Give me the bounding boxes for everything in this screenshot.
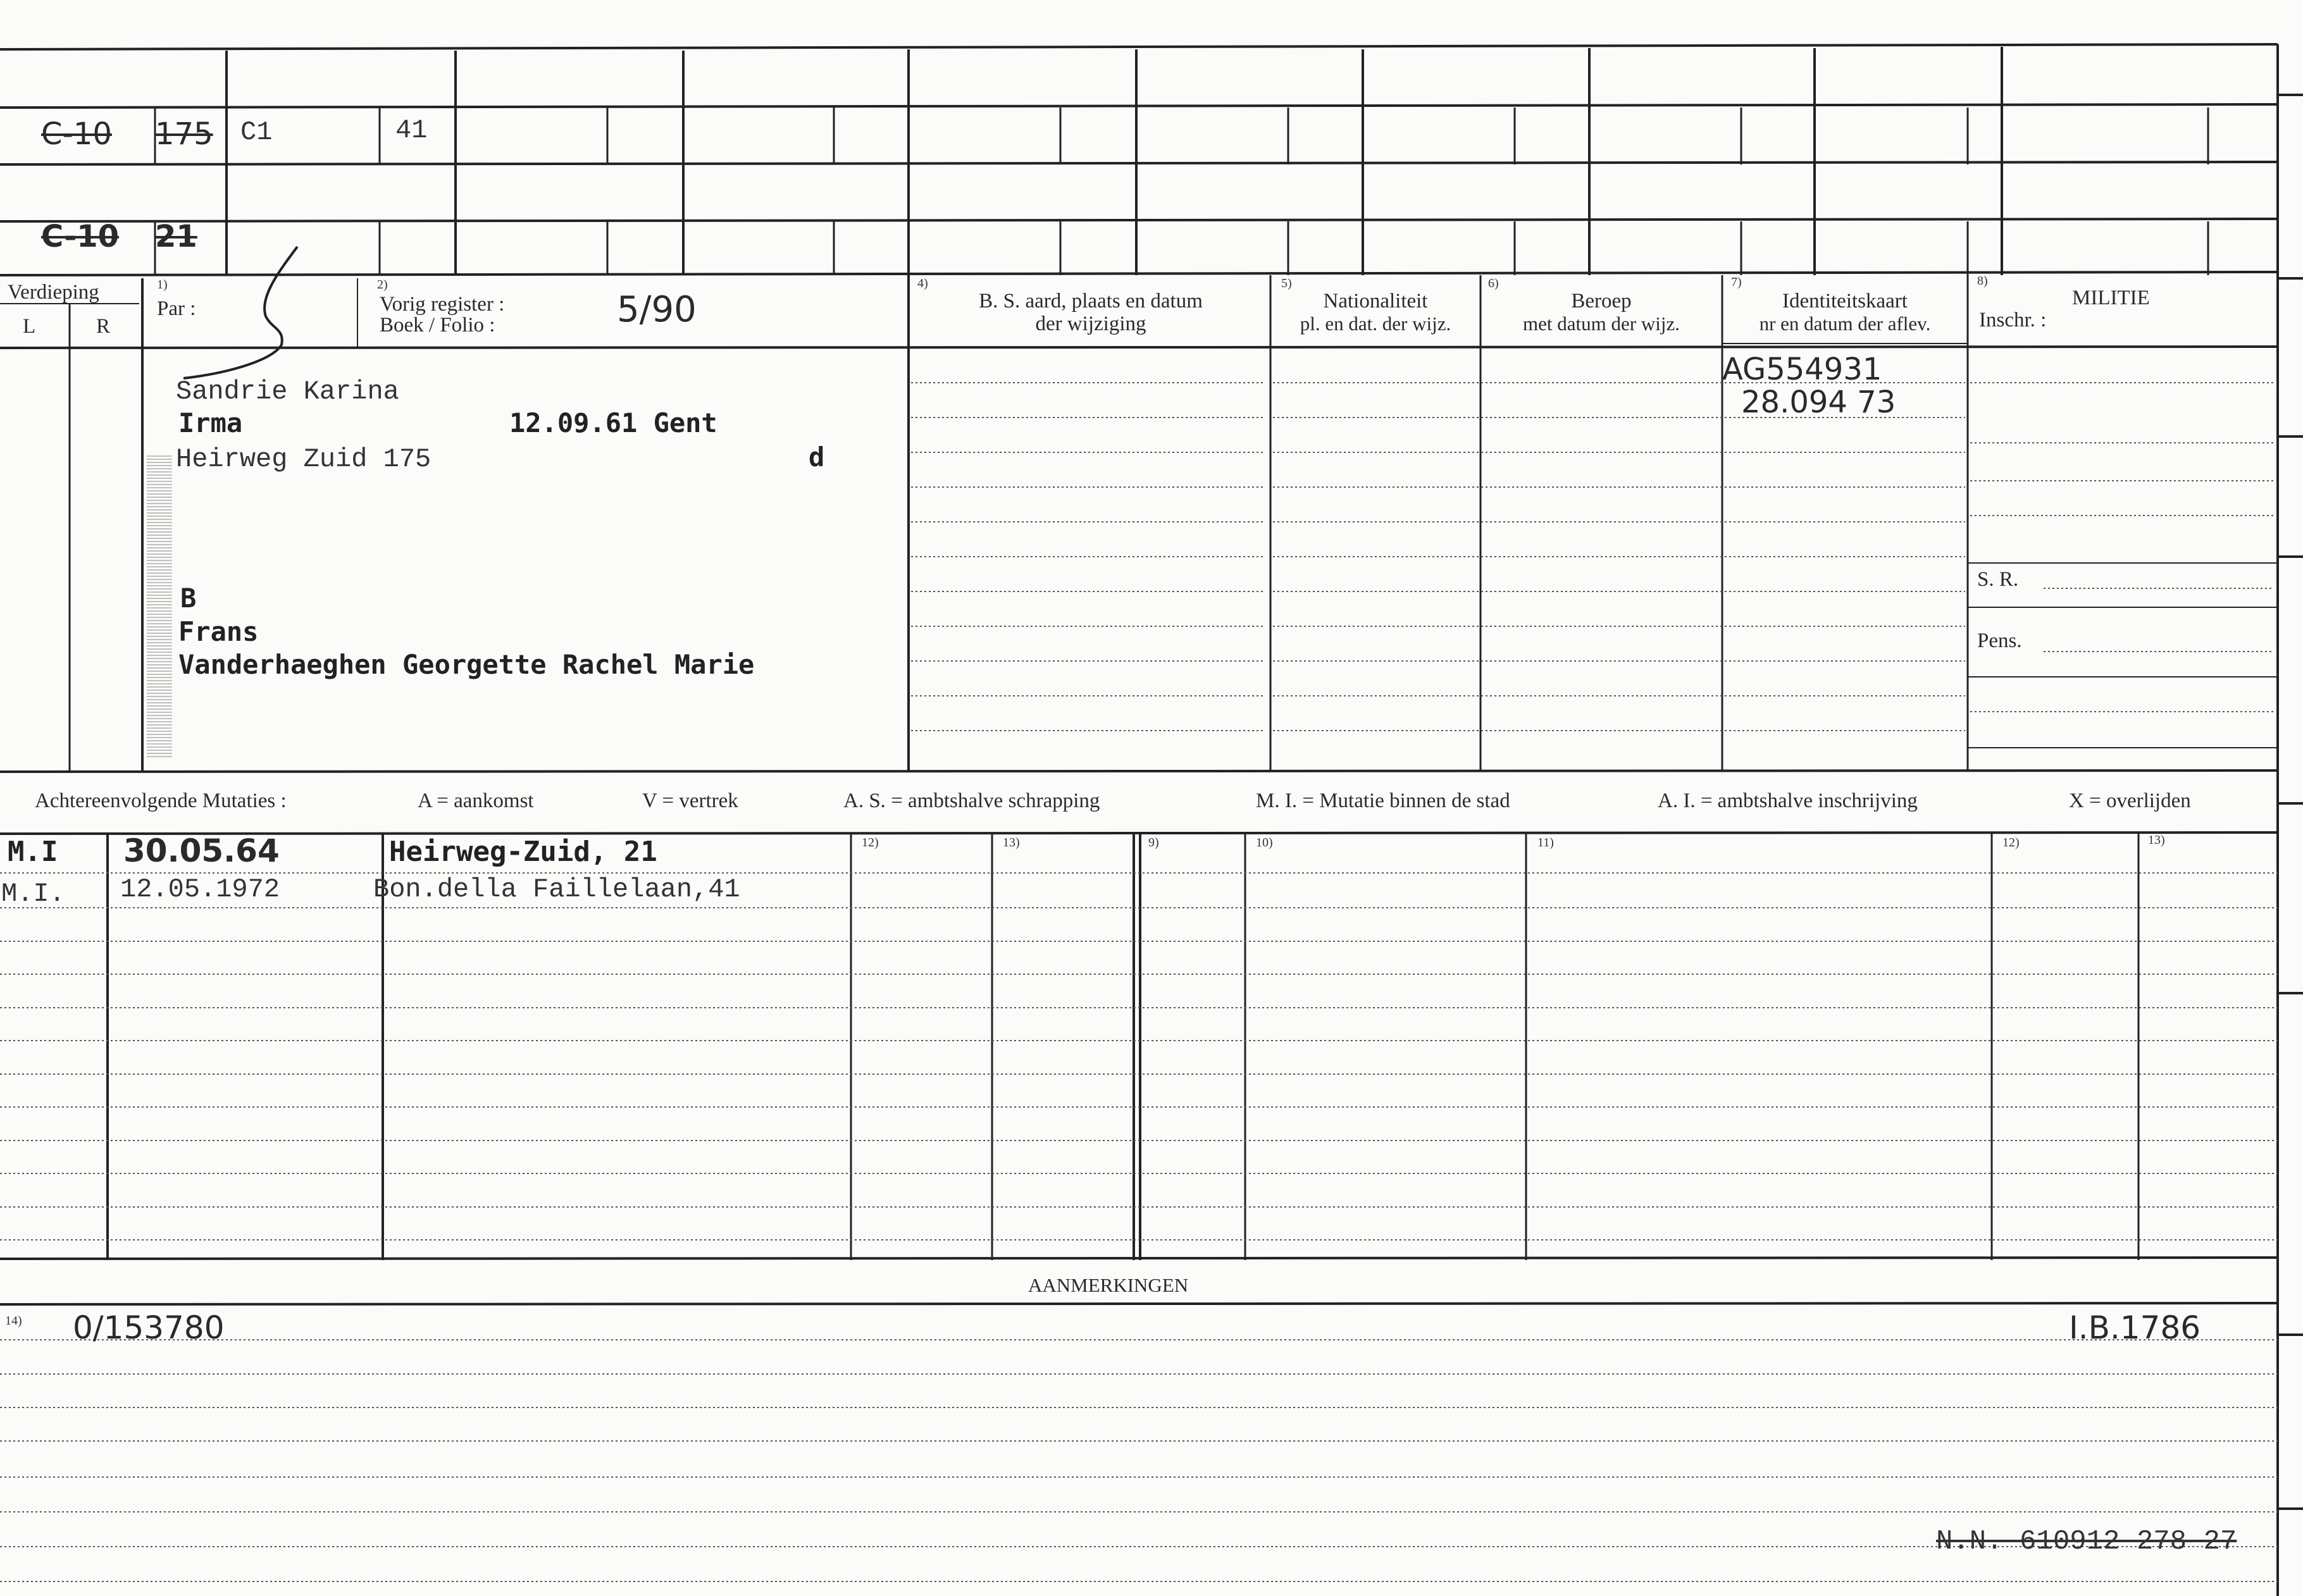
mutations-legend-title: Achtereenvolgende Mutaties : bbox=[35, 789, 287, 812]
field-number-7: 7) bbox=[1731, 275, 1742, 289]
mutation-col-13b: 13) bbox=[2148, 833, 2165, 847]
field-number-8: 8) bbox=[1977, 274, 1988, 288]
mutation-2-date: 12.05.1972 bbox=[120, 874, 280, 905]
mutation-2-address: Bon.della Faillelaan,41 bbox=[373, 874, 740, 905]
profession-header-2: met datum der wijz. bbox=[1523, 312, 1680, 335]
old-ref-number-1: 175 bbox=[155, 116, 213, 152]
mutation-col-10: 10) bbox=[1256, 836, 1273, 850]
field-number-14: 14) bbox=[5, 1314, 22, 1328]
field-number-6: 6) bbox=[1488, 276, 1499, 290]
militia-registration-label: Inschr. : bbox=[1979, 309, 2047, 331]
person-sex-code: d bbox=[809, 442, 825, 473]
old-ref-code-1: C-10 bbox=[41, 116, 112, 152]
father-name: Frans bbox=[178, 616, 259, 647]
old-ref-code-2: C-10 bbox=[41, 219, 120, 254]
militia-header: MILITIE bbox=[2072, 287, 2150, 309]
mutation-col-12a: 12) bbox=[862, 836, 879, 850]
mutation-1-date: 30.05.64 bbox=[123, 832, 280, 869]
mutation-1-type: M.I bbox=[8, 836, 58, 868]
field-number-4: 4) bbox=[917, 276, 928, 290]
nationality-header-2: pl. en dat. der wijz. bbox=[1300, 312, 1451, 335]
remarks-reference: 0/153780 bbox=[73, 1309, 225, 1346]
book-folio-label: Boek / Folio : bbox=[380, 314, 495, 337]
identity-card-header: Identiteitskaart bbox=[1782, 290, 1908, 312]
mutation-1-address: Heirweg-Zuid, 21 bbox=[389, 836, 657, 868]
mutation-col-13a: 13) bbox=[1003, 836, 1020, 850]
field-number-2: 2) bbox=[377, 278, 388, 292]
ref-code-c1: C1 bbox=[240, 117, 273, 147]
civil-status-header-2: der wijziging bbox=[1035, 312, 1146, 335]
floor-left-label: L bbox=[23, 315, 36, 338]
remarks-title: AANMERKINGEN bbox=[1028, 1274, 1189, 1296]
legend-city-mutation: M. I. = Mutatie binnen de stad bbox=[1256, 789, 1510, 812]
legend-death: X = overlijden bbox=[2069, 789, 2191, 812]
field-number-1: 1) bbox=[157, 278, 168, 292]
previous-register-label: Vorig register : bbox=[380, 293, 505, 316]
floor-label: Verdieping bbox=[8, 281, 99, 304]
birth-date-place: 12.09.61 Gent bbox=[509, 407, 717, 438]
legend-arrival: A = aankomst bbox=[418, 789, 534, 812]
mother-name: Vanderhaeghen Georgette Rachel Marie bbox=[178, 649, 755, 680]
legend-official-registration: A. I. = ambtshalve inschrijving bbox=[1658, 789, 1918, 812]
field-number-5: 5) bbox=[1281, 276, 1292, 290]
identity-card-number: AG554931 bbox=[1722, 352, 1882, 387]
par-label: Par : bbox=[157, 297, 196, 320]
sr-label: S. R. bbox=[1977, 568, 2019, 591]
person-name: Sandrie Karina bbox=[176, 376, 399, 407]
book-folio-value: 5/90 bbox=[617, 289, 697, 330]
profession-header: Beroep bbox=[1571, 290, 1632, 312]
person-address: Heirweg Zuid 175 bbox=[176, 444, 431, 474]
ref-number-41: 41 bbox=[395, 115, 428, 145]
nationality-header: Nationaliteit bbox=[1323, 290, 1428, 312]
civil-status-header: B. S. aard, plaats en datum bbox=[979, 290, 1203, 312]
legend-official-removal: A. S. = ambtshalve schrapping bbox=[843, 789, 1100, 812]
legend-departure: V = vertrek bbox=[642, 789, 738, 812]
identity-card-header-2: nr en datum der aflev. bbox=[1759, 312, 1931, 335]
mutation-col-11: 11) bbox=[1537, 836, 1554, 850]
person-code-b: B bbox=[180, 583, 197, 614]
mutation-2-type: M.I. bbox=[1, 879, 65, 909]
scan-smudge bbox=[147, 455, 172, 759]
identity-card-date: 28.094 73 bbox=[1741, 385, 1896, 420]
person-second-name: Irma bbox=[178, 407, 243, 438]
remarks-ib-number: I.B.1786 bbox=[2069, 1309, 2201, 1346]
floor-right-label: R bbox=[96, 315, 111, 338]
mutation-col-12b: 12) bbox=[2002, 836, 2020, 850]
mutation-col-9: 9) bbox=[1148, 836, 1159, 850]
pens-label: Pens. bbox=[1977, 629, 2022, 652]
old-ref-number-2: 21 bbox=[155, 219, 197, 254]
national-number: N.N. 610912 278 27 bbox=[1936, 1526, 2237, 1557]
